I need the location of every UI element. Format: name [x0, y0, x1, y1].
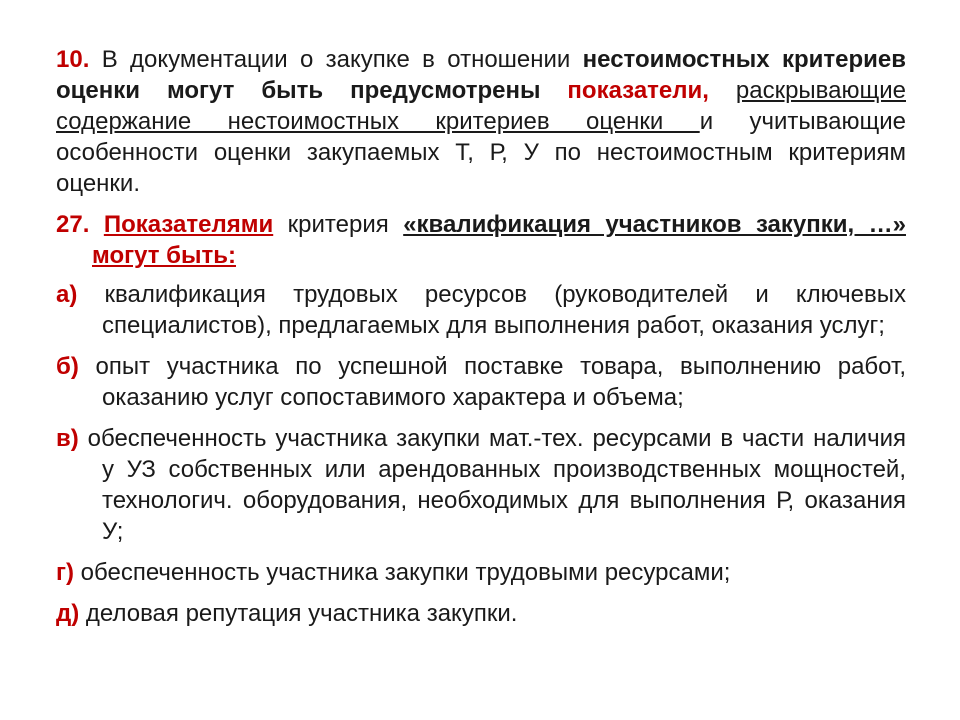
item-letter: а): [56, 281, 78, 308]
underlined-text: раскрывающие содержание нестоимостных критериев оценки: [56, 77, 906, 135]
slide-content: [56, 44, 906, 639]
item-text: обеспеченность участника закупки мат.-тех. ресурсами в части наличия у УЗ собственных или арендованных производственных мощностей, технологич. оборудования, необходимых для выполнения Р, оказания У;: [78, 425, 906, 545]
paragraph-text: и учитывающие особенности оценки закупаемых Т, Р, У по нестоимостным критериям оценки.: [56, 108, 906, 197]
item-text: деловая репутация участника закупки.: [79, 600, 518, 627]
list-item: [56, 279, 906, 341]
emphasis-text: нестоимостных критериев оценки могут быть предусмотрены: [56, 46, 906, 104]
spacer: [540, 77, 567, 104]
list-item: [56, 557, 906, 588]
item-letter: г): [56, 559, 74, 586]
item-letter: д): [56, 600, 80, 627]
paragraph-27: [56, 209, 906, 271]
item-letter: б): [56, 353, 79, 380]
paragraph-text: критерия: [273, 211, 404, 238]
list-item: [56, 351, 906, 413]
spacer: [89, 211, 103, 238]
highlight-text: показатели,: [567, 77, 709, 104]
spacer: [709, 77, 736, 104]
list-item: [56, 598, 906, 629]
paragraph-10: [56, 44, 906, 199]
paragraph-number: 10.: [56, 46, 90, 73]
emphasis-text: «квалификация участников закупки, …»: [403, 211, 906, 238]
item-letter: в): [56, 425, 79, 452]
highlight-text: Показателями: [103, 211, 274, 238]
list-item: [56, 423, 906, 547]
paragraph-text: В документации о закупке в отношении: [89, 46, 583, 73]
paragraph-number: 27.: [56, 211, 90, 238]
item-text: опыт участника по успешной поставке товара, выполнению работ, оказанию услуг сопоставимого характера и объема;: [78, 353, 906, 411]
item-text: обеспеченность участника закупки трудовыми ресурсами;: [74, 559, 731, 586]
item-text: квалификация трудовых ресурсов (руководителей и ключевых специалистов), предлагаемых для выполнения работ, оказания услуг;: [77, 281, 906, 339]
highlight-text: могут быть:: [92, 242, 236, 269]
